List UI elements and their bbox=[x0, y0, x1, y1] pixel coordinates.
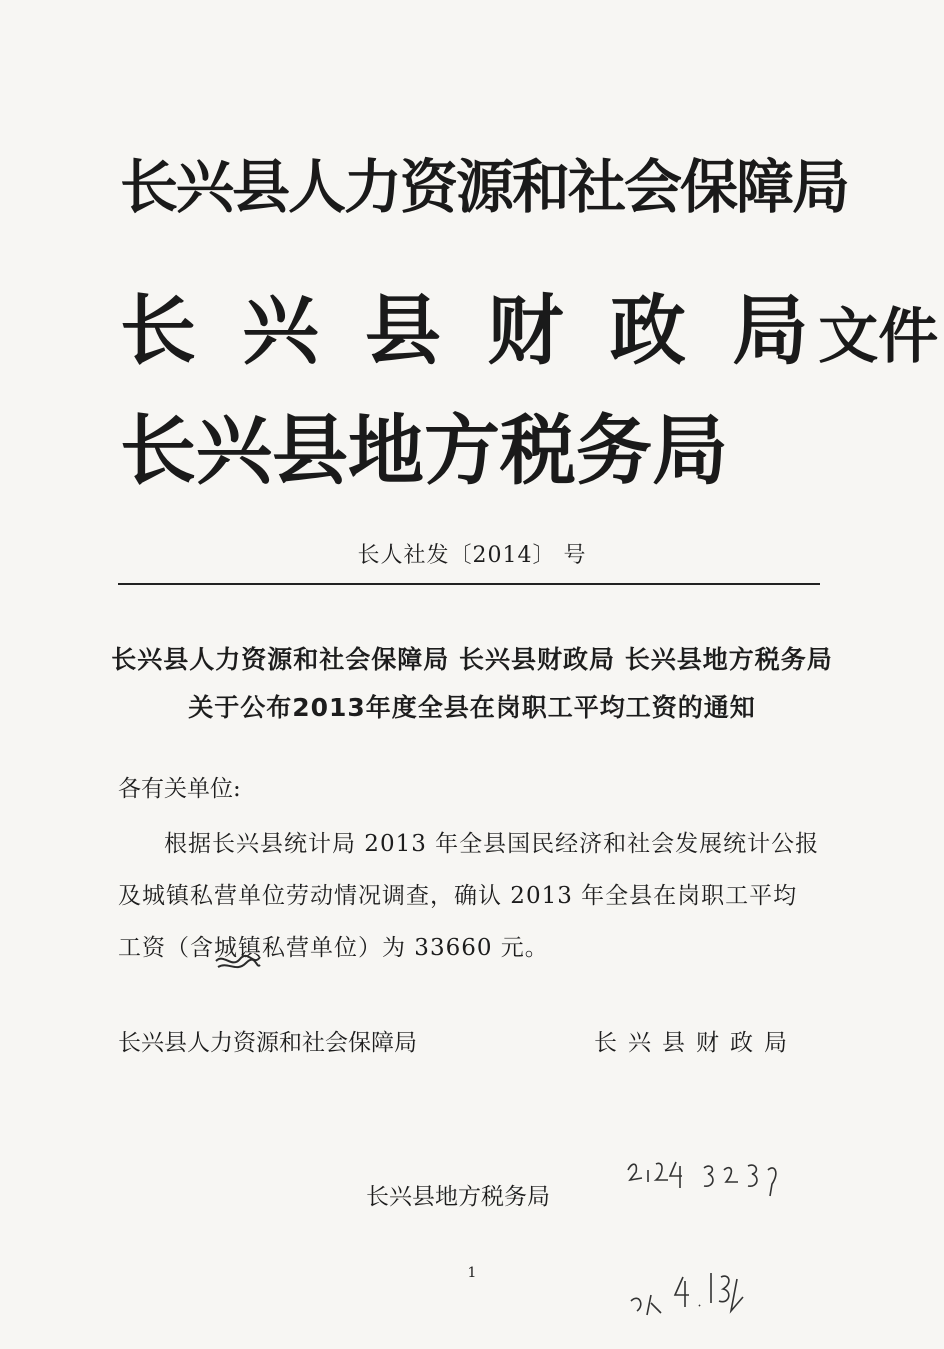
signature-hrss: 长兴县人力资源和社会保障局 bbox=[118, 1030, 417, 1056]
body-text-part1: 根据长兴县统计局 2013 年全县国民经济和社会发展统计公报及城镇私营单位劳动情况调查，确认 2013 年全县在岗职工平均工资（含 bbox=[118, 831, 820, 961]
notice-body bbox=[118, 818, 820, 974]
notice-title-subject: 关于公布2013年度全县在岗职工平均工资的通知 bbox=[188, 693, 756, 722]
strikethrough-scribble-icon bbox=[214, 949, 262, 979]
signature-tax: 长兴县地方税务局 bbox=[366, 1184, 550, 1210]
issuer-header-finance bbox=[120, 270, 938, 379]
salutation: 各有关单位: bbox=[118, 776, 241, 802]
handwritten-date-note bbox=[620, 1140, 800, 1200]
issuer-header-tax: 长兴县地方税务局 bbox=[120, 406, 728, 495]
document-suffix: 文件 bbox=[818, 302, 939, 372]
header-divider bbox=[118, 583, 820, 585]
document-number: 长人社发〔2014〕 号 bbox=[357, 543, 587, 568]
issuer-header-finance-name: 长 兴 县 财 政 局 bbox=[120, 286, 819, 375]
page-number: 1 bbox=[467, 1265, 477, 1281]
issuer-header-hrss: 长兴县人力资源和社会保障局 bbox=[120, 153, 849, 221]
body-text-part2: 私营单位）为 33660 元。 bbox=[262, 935, 549, 961]
handwritten-initials-note bbox=[625, 1255, 765, 1325]
struck-word: 城镇 bbox=[214, 935, 262, 961]
notice-title-issuers: 长兴县人力资源和社会保障局 长兴县财政局 长兴县地方税务局 bbox=[111, 645, 833, 674]
signature-finance: 长兴县财政局 bbox=[594, 1030, 798, 1056]
struck-text bbox=[214, 935, 262, 961]
